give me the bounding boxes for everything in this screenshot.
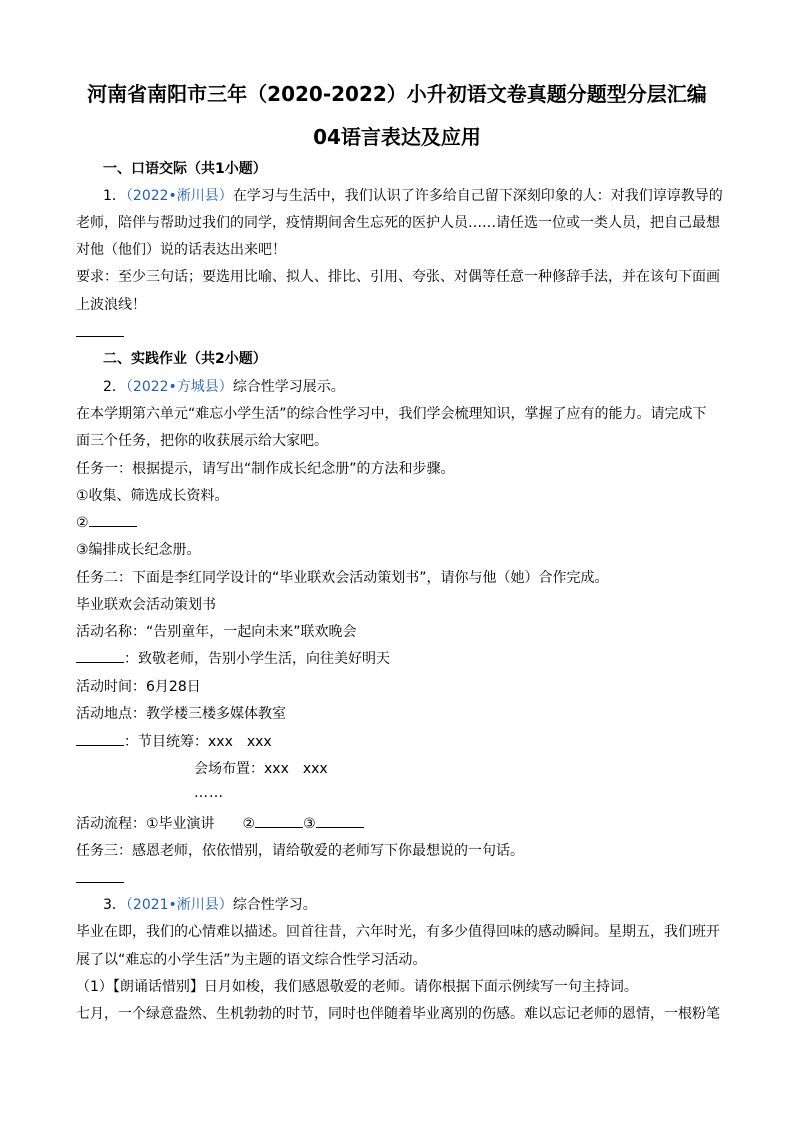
question-1-line-2: 老师，陪伴与帮助过我们的同学，疫情期间舍生忘死的医护人员……请任选一位或一类人员，把自己最想: [76, 215, 720, 231]
division-2: 会场布置：xxx xxx: [194, 761, 328, 777]
question-number: 1．: [103, 188, 126, 204]
activity-place: 活动地点：教学楼三楼多媒体教室: [76, 706, 286, 722]
question-3-para-3: 七月，一个绿意盎然、生机勃勃的时节，同时也伴随着毕业离别的伤感。难以忘记老师的恩情，一根粉笔: [76, 1006, 720, 1022]
question-text: 综合性学习展示。: [232, 379, 345, 395]
activity-purpose: [76, 650, 390, 668]
document-title: 河南省南阳市三年（2020-2022）小升初语文卷真题分题型分层汇编: [87, 82, 707, 106]
question-number: 3．: [103, 897, 126, 913]
question-text: 在学习与生活中，我们认识了许多给自己留下深刻印象的人：对我们谆谆教导的: [232, 188, 723, 204]
question-2-line-1: [103, 378, 345, 396]
plan-title: 毕业联欢会活动策划书: [76, 597, 216, 613]
activity-flow: [76, 815, 364, 833]
task-2: 任务二：下面是李红同学设计的“毕业联欢会活动策划书”，请你与他（她）合作完成。: [76, 570, 609, 586]
activity-time: 活动时间：6月28日: [76, 679, 201, 695]
step-1: ①收集、筛选成长资料。: [76, 488, 229, 504]
question-source: （2022•方城县）: [125, 379, 233, 395]
division-3: ……: [194, 785, 224, 801]
task-3: 任务三：感恩老师，依依惜别，请给敬爱的老师写下你最想说的一句话。: [76, 843, 524, 859]
question-1-line-1: [103, 187, 723, 205]
question-number: 2．: [103, 379, 126, 395]
question-1-requirement-1: 要求：至少三句话；要选用比喻、拟人、排比、引用、夸张、对偶等任意一种修辞手法，并在该句下面画: [76, 269, 720, 285]
answer-blank: [89, 514, 137, 527]
document-subtitle: 04语言表达及应用: [313, 125, 481, 149]
step-3: ③编排成长纪念册。: [76, 542, 201, 558]
question-text: 综合性学习。: [232, 897, 317, 913]
question-1-requirement-2: 上波浪线！: [76, 297, 146, 313]
question-1-line-3: 对他（他们）说的话表达出来吧！: [76, 242, 286, 258]
division-1: [76, 733, 272, 751]
answer-blank: [255, 815, 303, 828]
section-heading-oral: 一、口语交际（共1小题）: [103, 161, 267, 177]
division-1-text: ：节目统筹：xxx xxx: [124, 734, 272, 750]
question-3-line-1: [103, 896, 317, 914]
question-source: （2022•淅川县）: [125, 188, 233, 204]
section-heading-practice: 二、实践作业（共2小题）: [103, 351, 267, 367]
activity-flow-text: 活动流程：①毕业演讲 ②: [76, 816, 256, 832]
question-2-para-1: 在本学期第六单元“难忘小学生活”的综合性学习中，我们学会梳理知识，掌握了应有的能力。请完成下: [76, 406, 707, 422]
step-2: [76, 514, 137, 532]
question-3-para-1: 毕业在即，我们的心情难以描述。回首往昔，六年时光，有多少值得回味的感动瞬间。星期五，我们班开: [76, 924, 720, 940]
answer-blank: [76, 733, 124, 746]
question-2-para-2: 面三个任务，把你的收获展示给大家吧。: [76, 433, 328, 449]
task-1: 任务一：根据提示，请写出“制作成长纪念册”的方法和步骤。: [76, 461, 455, 477]
activity-flow-3: ③: [303, 816, 316, 832]
step-2-label: ②: [76, 515, 89, 531]
question-3-para-2: 展了以“难忘的小学生活”为主题的语文综合性学习活动。: [76, 952, 427, 968]
answer-line: [76, 336, 124, 337]
answer-blank: [76, 650, 124, 663]
activity-name: 活动名称：“告别童年，一起向未来”联欢晚会: [76, 624, 357, 640]
question-3-sub-1: （1）【朗诵话惜别】日月如梭，我们感恩敬爱的老师。请你根据下面示例续写一句主持词。: [76, 979, 638, 995]
activity-purpose-text: ：致敬老师，告别小学生活，向往美好明天: [124, 651, 390, 667]
question-source: （2021•淅川县）: [125, 897, 233, 913]
answer-line: [76, 882, 124, 883]
answer-blank: [316, 815, 364, 828]
